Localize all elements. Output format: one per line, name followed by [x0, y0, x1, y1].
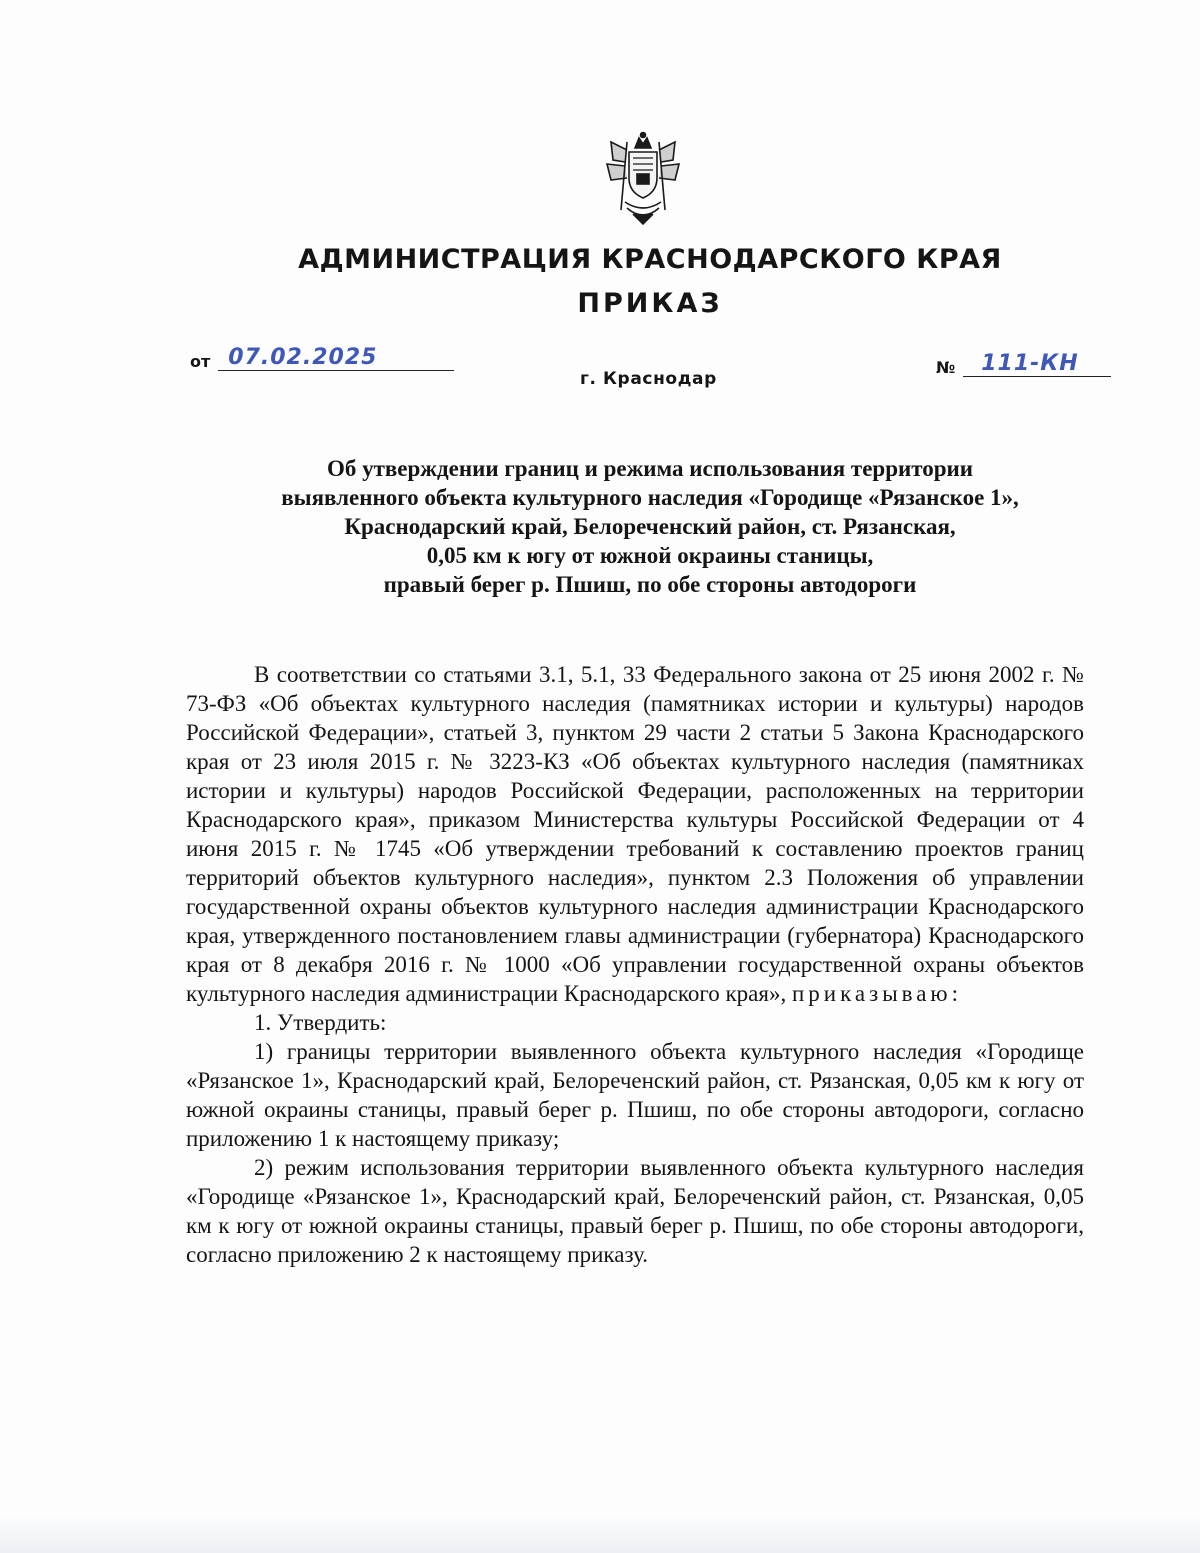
date-underline — [218, 344, 454, 371]
document-type-title: ПРИКАЗ — [577, 288, 723, 319]
subject-line: правый берег р. Пшиш, по обе стороны автодороги — [383, 572, 917, 597]
scan-edge-shadow — [0, 1515, 1200, 1553]
order-word: приказываю: — [791, 981, 962, 1006]
number-underline — [963, 352, 1111, 377]
subject-line: выявленного объекта культурного наследия «Городище «Рязанское 1», — [281, 485, 1019, 510]
subitem-2: 2) режим использования территории выявленного объекта культурного наследия «Городище «Рязанское 1», Краснодарский край, Белореченский район, ст. Рязанская, 0,05 км к югу от южной окраины станицы, правый берег р. Пшиш, по обе стороны автодороги, согласно приложению 2 к настоящему приказу. — [186, 1155, 1084, 1267]
date-label: от — [190, 352, 211, 371]
krasnodar-coat-of-arms-icon — [603, 130, 683, 226]
document-subject — [150, 454, 1150, 599]
handwritten-number: 111-КН — [981, 351, 1079, 376]
organization-title: АДМИНИСТРАЦИЯ КРАСНОДАРСКОГО КРАЯ — [298, 244, 1002, 275]
number-label: № — [936, 358, 956, 377]
subject-line: Об утверждении границ и режима использования территории — [326, 456, 974, 481]
subject-line: Краснодарский край, Белореченский район, ст. Рязанская, — [344, 514, 956, 539]
document-body — [186, 660, 1084, 1269]
date-field — [190, 344, 454, 371]
item-1: 1. Утвердить: — [254, 1010, 387, 1035]
number-field — [936, 352, 1111, 377]
preamble-paragraph — [186, 660, 1084, 1008]
preamble-text: В соответствии со статьями 3.1, 5.1, 33 Федерального закона от 25 июня 2002 г. № 73-ФЗ «Об объектах культурного наследия (памятниках истории и культуры) народов Российской Федерации», статьей 3, пунктом 29 части 2 статьи 5 Закона Краснодарского края от 23 июля 2015 г. № 3223-КЗ «Об объектах культурного наследия (памятниках истории и культуры) народов Российской Федерации, расположенных на территории Краснодарского края», приказом Министерства культуры Российской Федерации от 4 июня 2015 г. № 1745 «Об утверждении требований к составлению проектов границ территорий объектов культурного наследия», пунктом 2.3 Положения об управлении государственной охраны объектов культурного наследия администрации Краснодарского края, утвержденного постановлением главы администрации (губернатора) Краснодарского края от 8 декабря 2016 г. № 1000 «Об управлении государственной охраны объектов культурного наследия администрации Краснодарского края», — [186, 662, 1084, 1006]
subitem-1: 1) границы территории выявленного объекта культурного наследия «Городище «Рязанское 1», Краснодарский край, Белореченский район, ст. Рязанская, 0,05 км к югу от южной окраины станицы, правый берег р. Пшиш, по обе стороны автодороги, согласно приложению 1 к настоящему приказу; — [186, 1039, 1084, 1151]
handwritten-date: 07.02.2025 — [228, 345, 378, 370]
subject-line: 0,05 км к югу от южной окраины станицы, — [426, 543, 874, 568]
city-label: г. Краснодар — [580, 369, 717, 389]
